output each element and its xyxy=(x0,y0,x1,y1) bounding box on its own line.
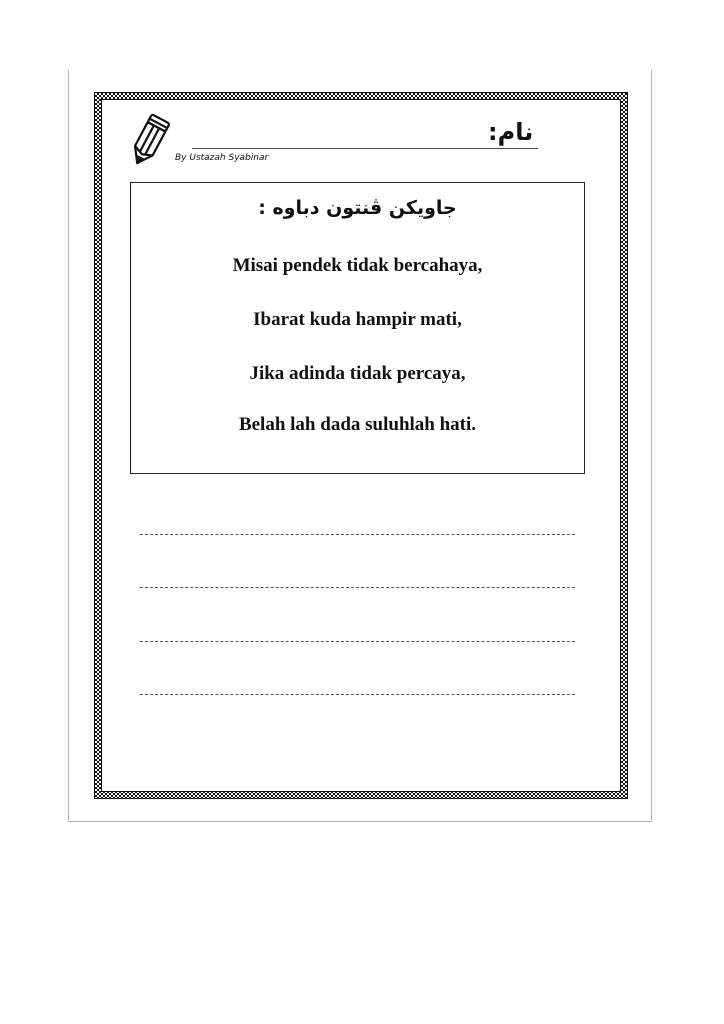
poem-line-2: Ibarat kuda hampir mati, xyxy=(253,309,462,330)
poem-line-4: Belah lah dada suluhlah hati. xyxy=(238,414,477,435)
instruction-heading: جاويكن ڤنتون دباوه : xyxy=(258,197,457,219)
name-label: نام: xyxy=(488,118,534,146)
name-underline xyxy=(192,148,538,149)
writing-line-3[interactable] xyxy=(140,641,575,642)
pencil-icon xyxy=(123,112,175,170)
poem-line-1: Misai pendek tidak bercahaya, xyxy=(232,255,483,276)
writing-line-1[interactable] xyxy=(140,534,575,535)
writing-line-4[interactable] xyxy=(140,694,575,695)
poem-box xyxy=(130,182,585,474)
poem-line-3: Jika adinda tidak percaya, xyxy=(249,363,466,384)
author-credit: By Ustazah Syabinar xyxy=(175,153,269,163)
writing-line-2[interactable] xyxy=(140,587,575,588)
